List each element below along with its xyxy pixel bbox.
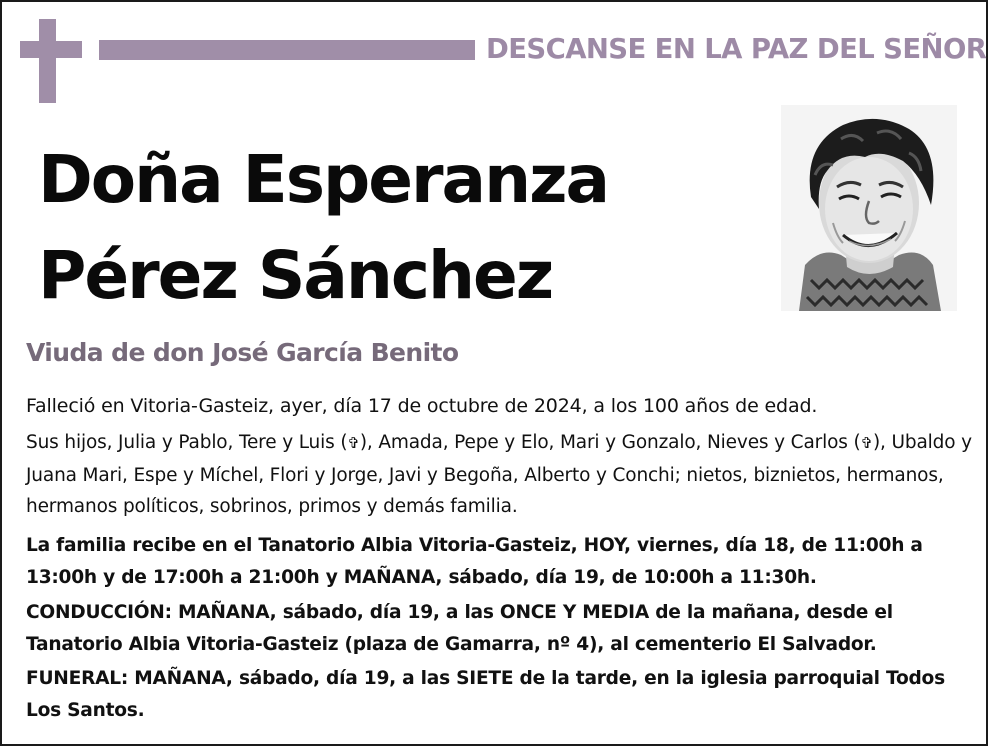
mourners-text-1: Sus hijos, Julia y Pablo, Tere y Luis ( bbox=[26, 432, 348, 453]
mourners-list bbox=[26, 427, 976, 523]
cross-icon: ✞ bbox=[860, 434, 873, 452]
deceased-name-line2: Pérez Sánchez bbox=[38, 237, 553, 314]
header-title: DESCANSE EN LA PAZ DEL SEÑOR bbox=[486, 33, 987, 65]
deceased-name-line1: Doña Esperanza bbox=[38, 141, 609, 218]
deceased-name bbox=[38, 132, 758, 324]
death-notice: Falleció en Vitoria-Gasteiz, ayer, día 17 de octubre de 2024, a los 100 años de edad. bbox=[26, 395, 818, 417]
portrait-photo bbox=[781, 105, 957, 311]
header-rule bbox=[99, 40, 475, 60]
visitation-notice: La familia recibe en el Tanatorio Albia Vitoria-Gasteiz, HOY, viernes, día 18, de 11:00h a 13:00h y de 17:00h a 21:00h y MAÑANA, sábado, día 19, de 10:00h a 11:30h. bbox=[26, 535, 923, 588]
widow-of-line: Viuda de don José García Benito bbox=[26, 338, 459, 367]
procession-notice: CONDUCCIÓN: MAÑANA, sábado, día 19, a las ONCE Y MEDIA de la mañana, desde el Tanatorio Albia Vitoria-Gasteiz (plaza de Gamarra, nº 4), al cementerio El Salvador. bbox=[26, 602, 893, 655]
funeral-notice: FUNERAL: MAÑANA, sábado, día 19, a las SIETE de la tarde, en la iglesia parroquial Todos Los Santos. bbox=[26, 668, 945, 721]
cross-icon: ✞ bbox=[347, 434, 360, 452]
mourners-text-2: ), Amada, Pepe y Elo, Mari y Gonzalo, Nieves y Carlos ( bbox=[359, 432, 861, 453]
mourners-text-3: ), Ubaldo y Juana Mari, Espe y Míchel, Flori y Jorge, Javi y Begoña, Alberto y Conchi; nietos, biznietos, hermanos, hermanos políticos, sobrinos, primos y demás familia. bbox=[26, 432, 972, 517]
